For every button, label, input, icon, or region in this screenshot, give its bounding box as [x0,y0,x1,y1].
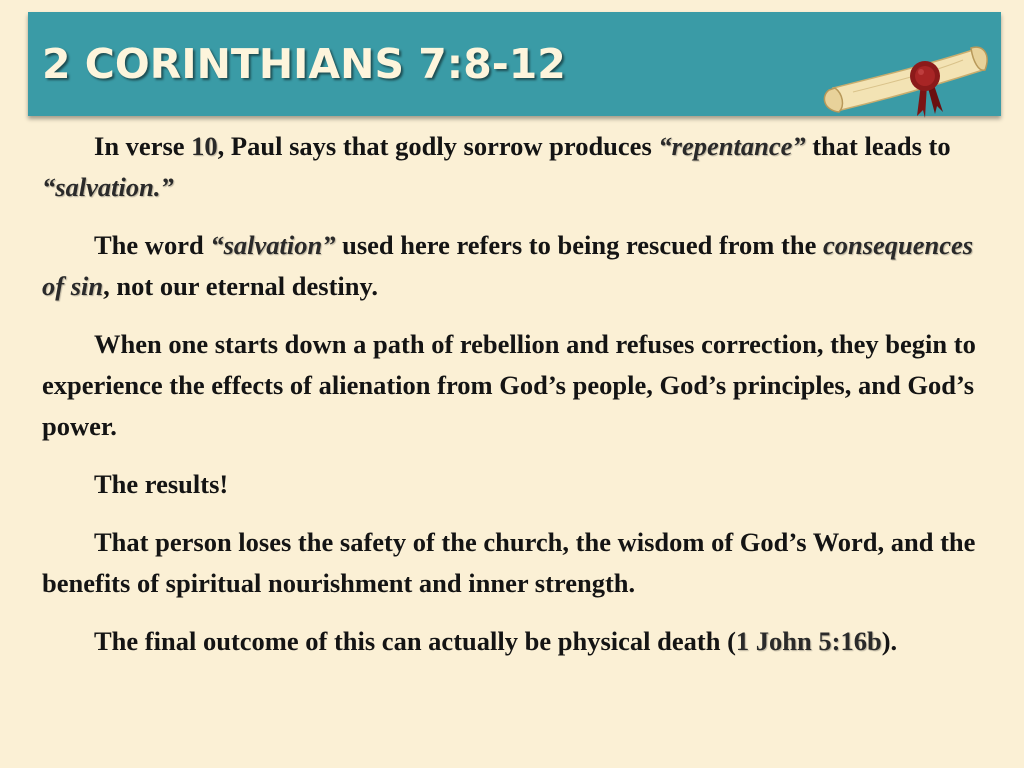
paragraph-salvation-meaning [42,225,987,307]
paragraph-verse-10 [42,126,987,208]
text-segment: ). [881,626,898,656]
emphasis-salvation: salvation. [55,172,161,202]
quote-mark: “ [658,131,672,161]
paragraph-rebellion: When one starts down a path of rebellion and refuses correction, they begin to experience the effects of alienation from God’s people, God’s principles, and God’s power. [42,329,976,441]
quote-mark: “ [42,172,56,202]
quote-mark: “ [210,230,224,260]
slide-body [42,126,987,679]
title-banner [28,12,1001,116]
text-segment: The word [94,230,211,260]
quote-mark: ” [322,230,336,260]
text-segment: The final outcome of this can actually be physical death ( [94,626,736,656]
paragraph-results: The results! [94,469,229,499]
emphasis-consequences: consequences of sin [42,230,974,301]
quote-mark: ” [792,131,806,161]
text-segment: In verse [94,131,192,161]
page-title: 2 CORINTHIANS 7:8-12 [42,40,566,88]
text-segment: that leads to [805,131,951,161]
emphasis-salvation: salvation [223,230,323,260]
quote-mark: ” [160,172,174,202]
paragraph-loses-safety: That person loses the safety of the church, the wisdom of God’s Word, and the benefits of spiritual nourishment and inner strength. [42,527,976,598]
verse-number: 10 [191,131,218,161]
emphasis-repentance: repentance [671,131,793,161]
paragraph-final-outcome [42,621,987,662]
scripture-reference: 1 John 5:16b [735,626,882,656]
text-segment: used here refers to being rescued from the [335,230,823,260]
text-segment: , Paul says that godly sorrow produces [217,131,659,161]
scroll-with-wax-seal-icon [813,26,993,122]
text-segment: , not our eternal destiny. [103,271,378,301]
